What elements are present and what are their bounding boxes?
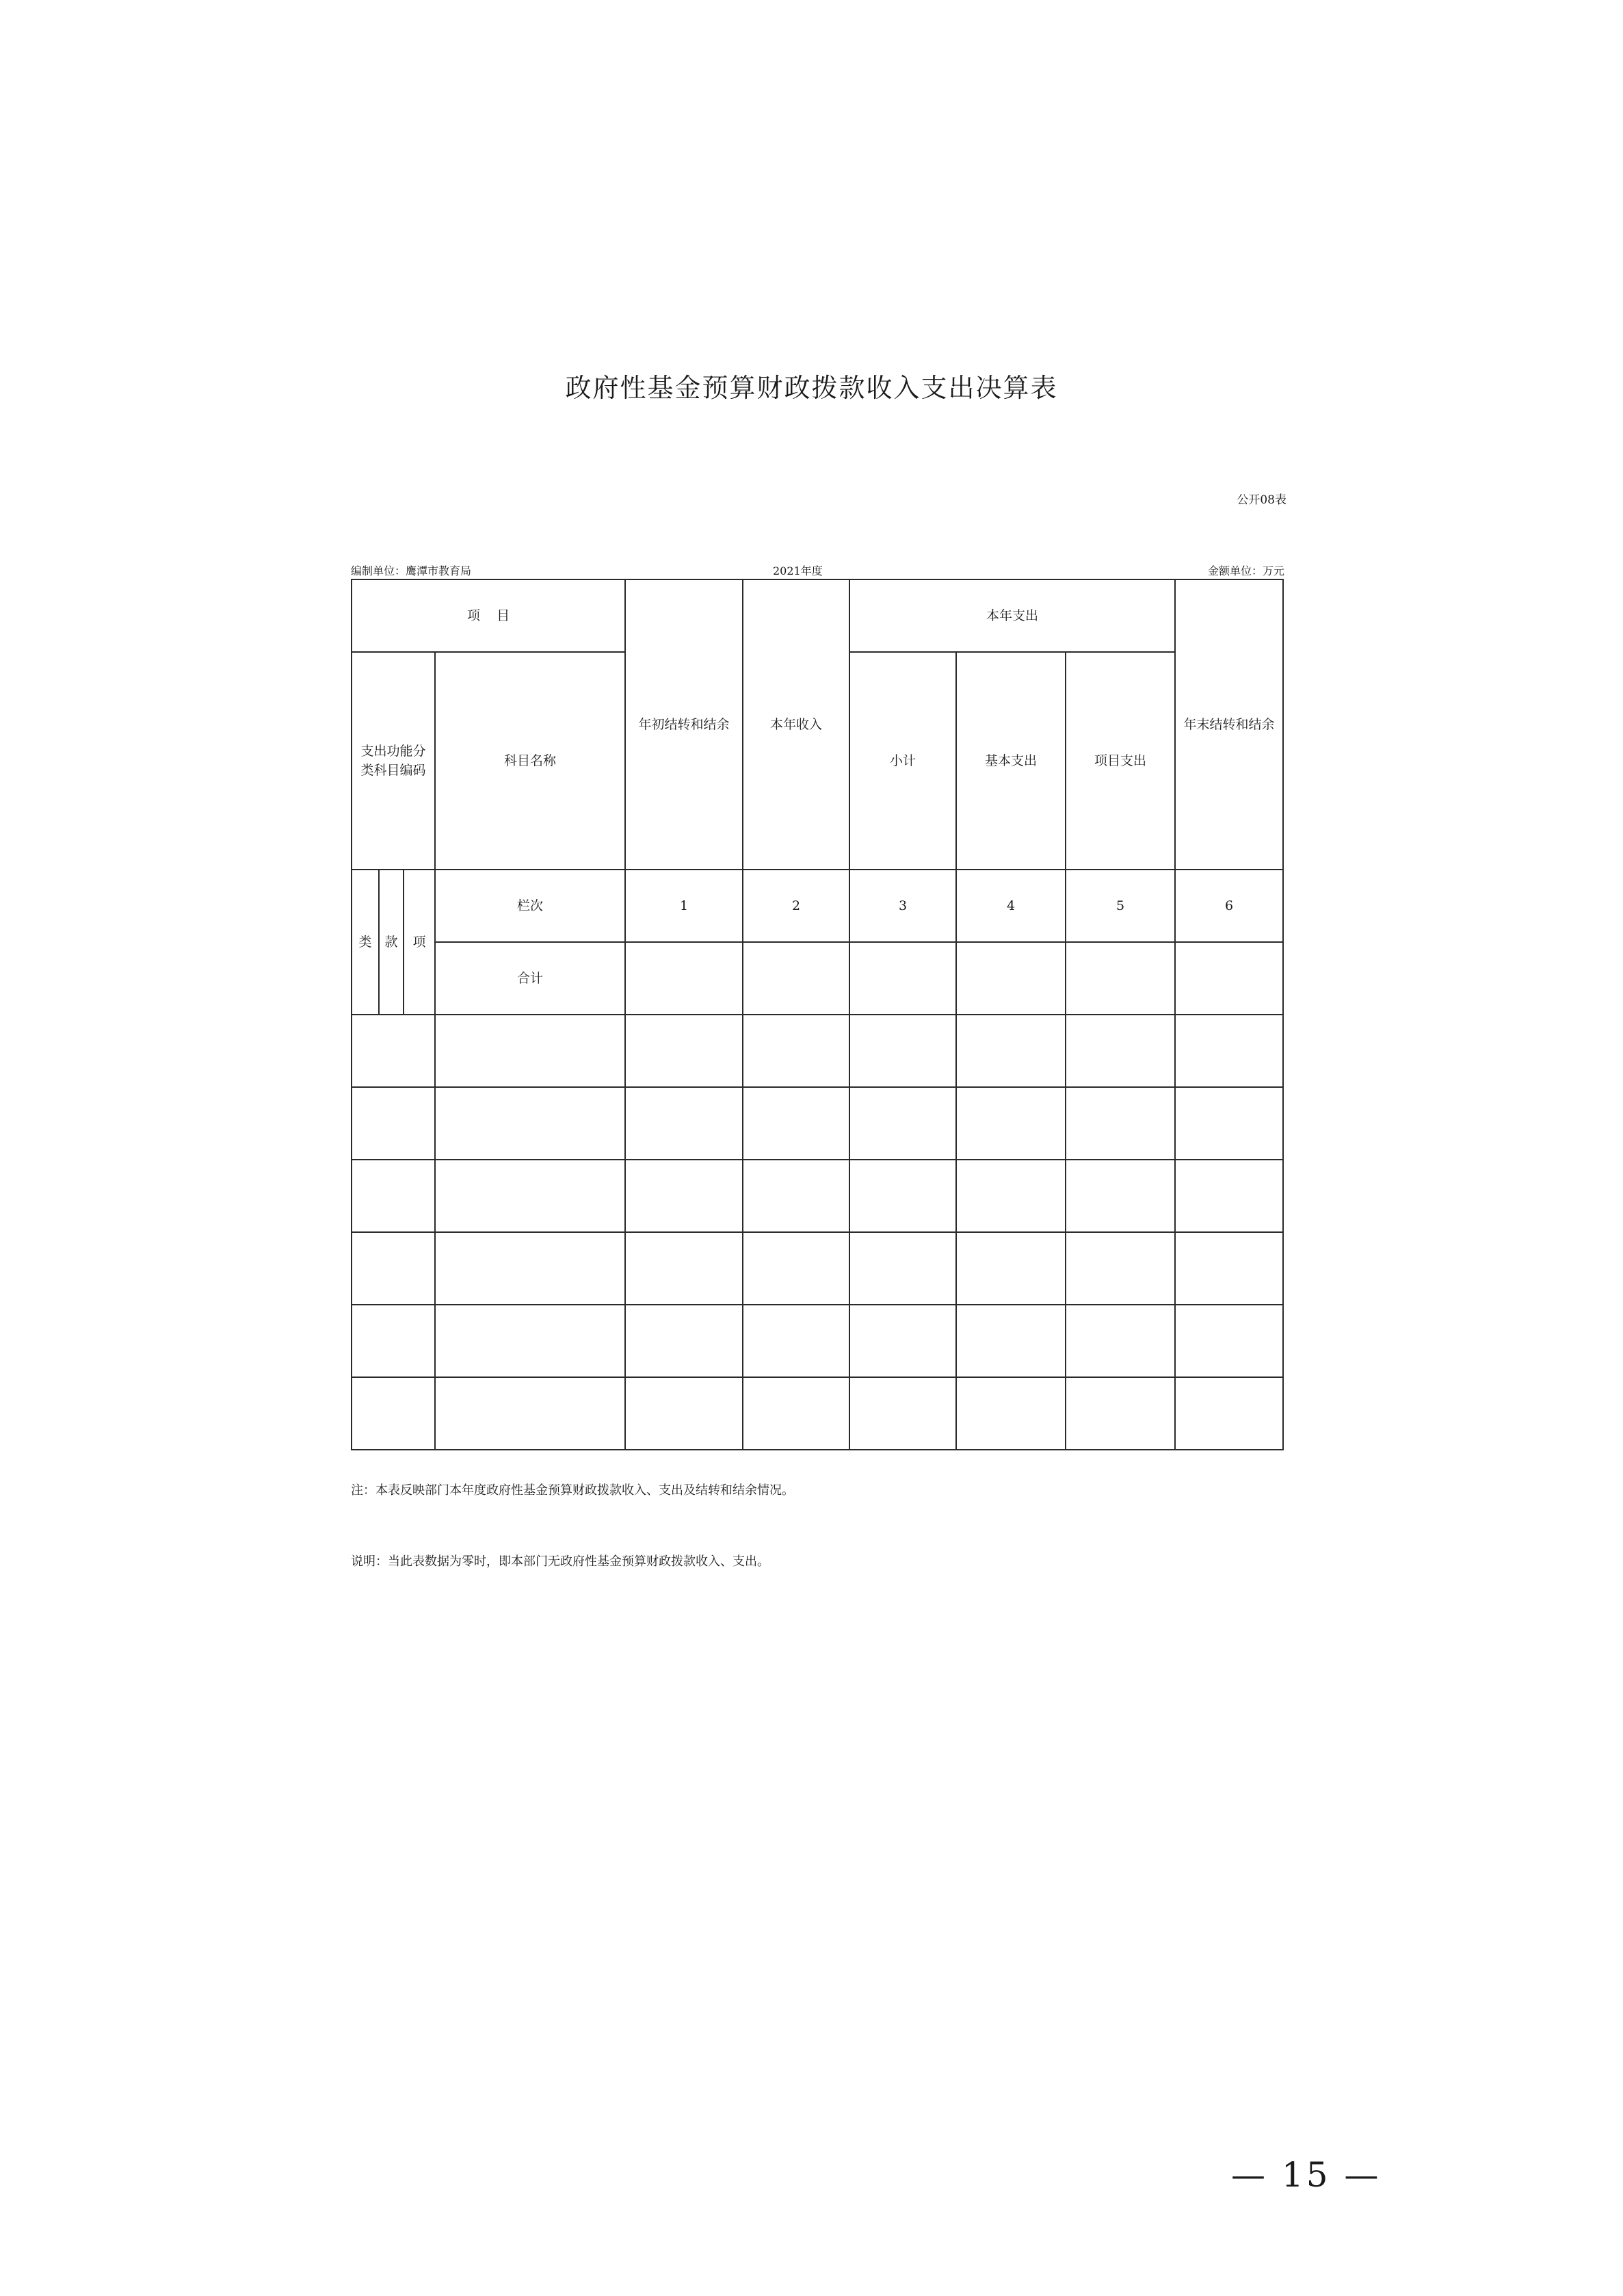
total-cell — [956, 942, 1066, 1015]
table-row — [352, 1305, 1283, 1377]
header-project: 项目支出 — [1066, 652, 1175, 870]
header-section: 款 — [379, 870, 404, 1015]
total-cell — [849, 942, 956, 1015]
table-row — [352, 1232, 1283, 1305]
header-income: 本年收入 — [743, 579, 849, 870]
column-label: 栏次 — [435, 870, 625, 942]
header-expense-group: 本年支出 — [849, 579, 1175, 652]
header-sub: 项 — [404, 870, 435, 1015]
col-num-2: 2 — [743, 870, 849, 942]
explanation: 说明：当此表数据为零时，即本部门无政府性基金预算财政拨款收入、支出。 — [351, 1554, 769, 1569]
table-row — [352, 1377, 1283, 1450]
col-num-1: 1 — [625, 870, 743, 942]
compiling-unit: 编制单位：鹰潭市教育局 — [351, 564, 472, 577]
total-cell — [743, 942, 849, 1015]
header-basic: 基本支出 — [956, 652, 1066, 870]
total-cell — [1066, 942, 1175, 1015]
col-num-4: 4 — [956, 870, 1066, 942]
header-subtotal: 小计 — [849, 652, 956, 870]
table-row — [352, 1015, 1283, 1087]
header-cat: 类 — [352, 870, 379, 1015]
header-item: 项 目 — [352, 579, 625, 652]
header-func-code: 支出功能分类科目编码 — [352, 652, 435, 870]
total-cell — [1175, 942, 1283, 1015]
header-subject-name: 科目名称 — [435, 652, 625, 870]
fiscal-year: 2021年度 — [773, 564, 823, 577]
col-num-6: 6 — [1175, 870, 1283, 942]
budget-table — [351, 579, 1284, 1450]
header-begin-balance: 年初结转和结余 — [625, 579, 743, 870]
document-title: 政府性基金预算财政拨款收入支出决算表 — [565, 373, 1058, 403]
total-label: 合计 — [435, 942, 625, 1015]
table-row — [352, 1087, 1283, 1160]
header-end-balance: 年末结转和结余 — [1175, 579, 1283, 870]
money-unit: 金额单位：万元 — [1207, 564, 1284, 577]
col-num-3: 3 — [849, 870, 956, 942]
form-number: 公开08表 — [1237, 493, 1286, 507]
footnote: 注：本表反映部门本年度政府性基金预算财政拨款收入、支出及结转和结余情况。 — [351, 1483, 794, 1498]
table-row — [352, 1160, 1283, 1232]
page-number: — 15 — — [1231, 2155, 1382, 2195]
col-num-5: 5 — [1066, 870, 1175, 942]
total-cell — [625, 942, 743, 1015]
